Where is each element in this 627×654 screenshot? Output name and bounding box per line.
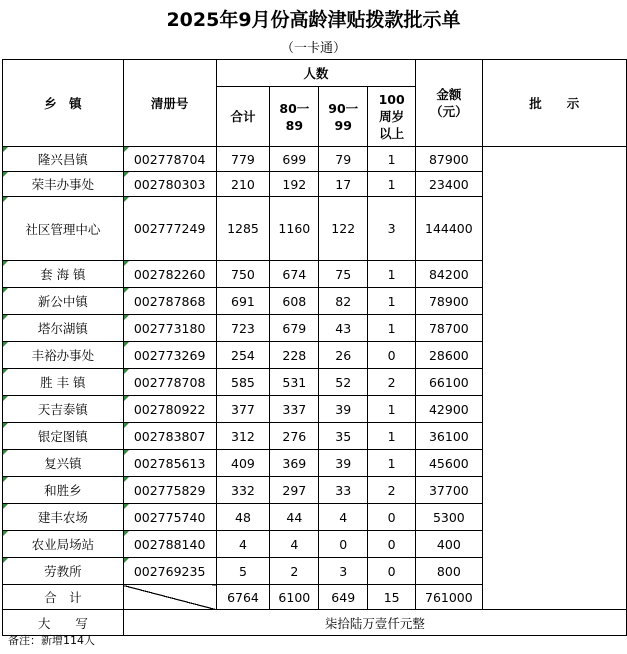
header-approval: 批 示 [482,60,626,147]
amount-cell: 37700 [416,477,483,504]
township-cell: 荣丰办事处 [3,172,124,197]
amount-cell: 28600 [416,342,483,369]
account-cell: 002778708 [123,369,216,396]
account-cell: 002778704 [123,147,216,172]
amount-cell: 800 [416,558,483,585]
amount-cell: 42900 [416,396,483,423]
age-80-cell: 679 [270,315,319,342]
document-title: 2025年9月份高龄津贴拨款批示单 [166,9,461,31]
age-100-cell: 1 [368,396,416,423]
age-80-cell: 1160 [270,197,319,261]
age-80-cell: 531 [270,369,319,396]
header-amount: 金额（元） [416,60,483,147]
age-90-cell: 75 [319,261,368,288]
age-80-cell: 2 [270,558,319,585]
total-cell: 585 [216,369,270,396]
total-cell: 1285 [216,197,270,261]
age-80-cell: 192 [270,172,319,197]
amount-cell: 45600 [416,450,483,477]
amount-cell: 144400 [416,197,483,261]
totals-age-90: 649 [319,585,368,610]
totals-label: 合 计 [3,585,124,610]
capital-label: 大 写 [3,610,124,636]
header-age-100: 100周岁以上 [368,87,416,147]
total-cell: 210 [216,172,270,197]
township-cell: 和胜乡 [3,477,124,504]
amount-cell: 400 [416,531,483,558]
header-township: 乡 镇 [3,60,124,147]
age-100-cell: 0 [368,558,416,585]
allowance-table [2,59,627,636]
account-cell: 002787868 [123,288,216,315]
total-cell: 5 [216,558,270,585]
account-cell: 002777249 [123,197,216,261]
table-row [3,147,627,172]
amount-cell: 87900 [416,147,483,172]
totals-age-100: 15 [368,585,416,610]
age-100-cell: 1 [368,288,416,315]
age-90-cell: 26 [319,342,368,369]
age-100-cell: 0 [368,531,416,558]
township-cell: 社区管理中心 [3,197,124,261]
header-row-top [3,60,627,87]
account-cell: 002769235 [123,558,216,585]
amount-cell: 66100 [416,369,483,396]
account-cell: 002773180 [123,315,216,342]
header-account: 清册号 [123,60,216,147]
total-cell: 332 [216,477,270,504]
total-cell: 409 [216,450,270,477]
age-90-cell: 35 [319,423,368,450]
totals-diagonal-cell [123,585,216,610]
amount-cell: 84200 [416,261,483,288]
age-90-cell: 17 [319,172,368,197]
account-cell: 002775829 [123,477,216,504]
age-100-cell: 1 [368,147,416,172]
amount-cell: 36100 [416,423,483,450]
capital-row [3,610,627,636]
account-cell: 002780303 [123,172,216,197]
township-cell: 劳教所 [3,558,124,585]
age-90-cell: 39 [319,396,368,423]
age-100-cell: 1 [368,423,416,450]
age-100-cell: 0 [368,342,416,369]
age-80-cell: 608 [270,288,319,315]
total-cell: 691 [216,288,270,315]
account-cell: 002780922 [123,396,216,423]
township-cell: 丰裕办事处 [3,342,124,369]
age-80-cell: 699 [270,147,319,172]
totals-age-80: 6100 [270,585,319,610]
township-cell: 新公中镇 [3,288,124,315]
age-90-cell: 79 [319,147,368,172]
age-80-cell: 297 [270,477,319,504]
total-cell: 779 [216,147,270,172]
totals-total: 6764 [216,585,270,610]
age-100-cell: 2 [368,369,416,396]
township-cell: 农业局场站 [3,531,124,558]
total-cell: 723 [216,315,270,342]
age-90-cell: 0 [319,531,368,558]
age-90-cell: 122 [319,197,368,261]
township-cell: 塔尔湖镇 [3,315,124,342]
age-100-cell: 1 [368,450,416,477]
age-100-cell: 3 [368,197,416,261]
age-100-cell: 0 [368,504,416,531]
age-90-cell: 82 [319,288,368,315]
age-80-cell: 369 [270,450,319,477]
age-80-cell: 228 [270,342,319,369]
total-cell: 377 [216,396,270,423]
total-cell: 312 [216,423,270,450]
totals-amount: 761000 [416,585,483,610]
township-cell: 银定图镇 [3,423,124,450]
age-100-cell: 1 [368,172,416,197]
document-subtitle: （一卡通） [280,41,346,56]
age-90-cell: 4 [319,504,368,531]
total-cell: 4 [216,531,270,558]
age-80-cell: 674 [270,261,319,288]
header-age-80: 80一89 [270,87,319,147]
township-cell: 天吉泰镇 [3,396,124,423]
total-cell: 750 [216,261,270,288]
age-80-cell: 276 [270,423,319,450]
capital-value: 柒拾陆万壹仟元整 [123,610,626,636]
account-cell: 002782260 [123,261,216,288]
amount-cell: 5300 [416,504,483,531]
amount-cell: 78900 [416,288,483,315]
age-100-cell: 1 [368,261,416,288]
total-cell: 48 [216,504,270,531]
approval-cell [482,147,626,610]
account-cell: 002773269 [123,342,216,369]
amount-cell: 23400 [416,172,483,197]
header-people: 人数 [216,60,416,87]
township-cell: 隆兴昌镇 [3,147,124,172]
age-100-cell: 1 [368,315,416,342]
account-cell: 002788140 [123,531,216,558]
township-cell: 复兴镇 [3,450,124,477]
footnote: 备注：新增114人 [8,634,95,647]
age-80-cell: 337 [270,396,319,423]
age-90-cell: 3 [319,558,368,585]
account-cell: 002785613 [123,450,216,477]
township-cell: 套 海 镇 [3,261,124,288]
township-cell: 建丰农场 [3,504,124,531]
age-80-cell: 44 [270,504,319,531]
total-cell: 254 [216,342,270,369]
header-total: 合计 [216,87,270,147]
header-age-90: 90一99 [319,87,368,147]
age-90-cell: 39 [319,450,368,477]
account-cell: 002775740 [123,504,216,531]
age-100-cell: 2 [368,477,416,504]
age-90-cell: 33 [319,477,368,504]
account-cell: 002783807 [123,423,216,450]
amount-cell: 78700 [416,315,483,342]
township-cell: 胜 丰 镇 [3,369,124,396]
age-90-cell: 52 [319,369,368,396]
age-90-cell: 43 [319,315,368,342]
age-80-cell: 4 [270,531,319,558]
